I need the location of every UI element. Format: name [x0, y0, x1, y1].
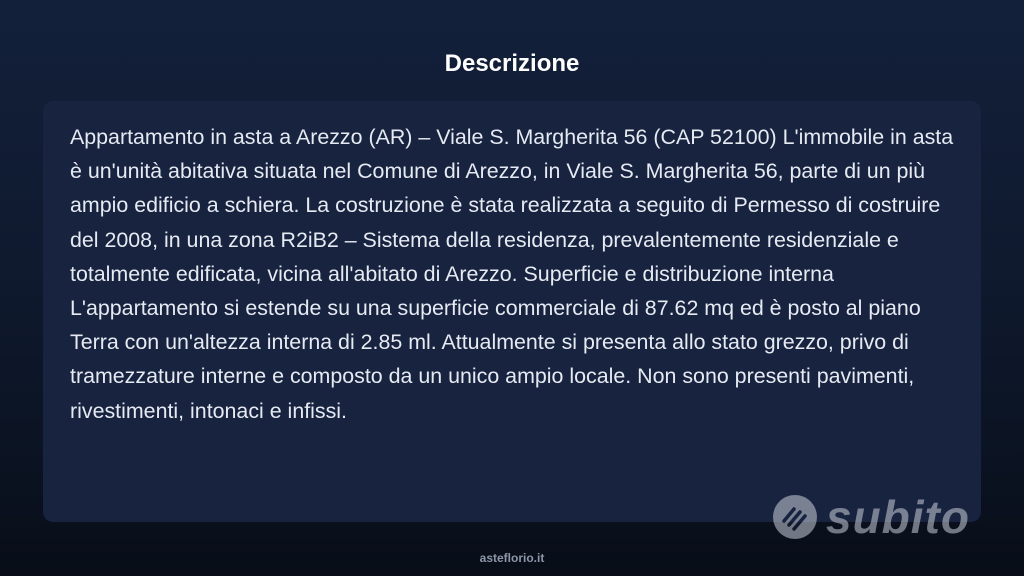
subito-watermark	[772, 492, 970, 542]
page-title: Descrizione	[444, 50, 580, 77]
subito-logo-icon	[772, 494, 818, 540]
description-card	[43, 101, 981, 522]
description-text: Appartamento in asta a Arezzo (AR) – Viale S. Margherita 56 (CAP 52100) L'immobile in asta è un'unità abitativa situata nel Comune di Arezzo, in Viale S. Margherita 56, parte di un più ampio edificio a schiera. La costruzione è stata realizzata a seguito di Permesso di costruire del 2008, in una zona R2iB2 – Sistema della residenza, prevalentemente residenziale e totalmente edificata, vicina all'abitato di Arezzo. Superficie e distribuzione interna L'appartamento si estende su una superficie commerciale di 87.62 mq ed è posto al piano Terra con un'altezza interna di 2.85 ml. Attualmente si presenta allo stato grezzo, privo di tramezzature interne e composto da un unico ampio locale. Non sono presenti pavimenti, rivestimenti, intonaci e infissi.	[70, 125, 954, 423]
footer-site-label: asteflorio.it	[479, 551, 545, 565]
watermark-text: subito	[826, 491, 970, 543]
